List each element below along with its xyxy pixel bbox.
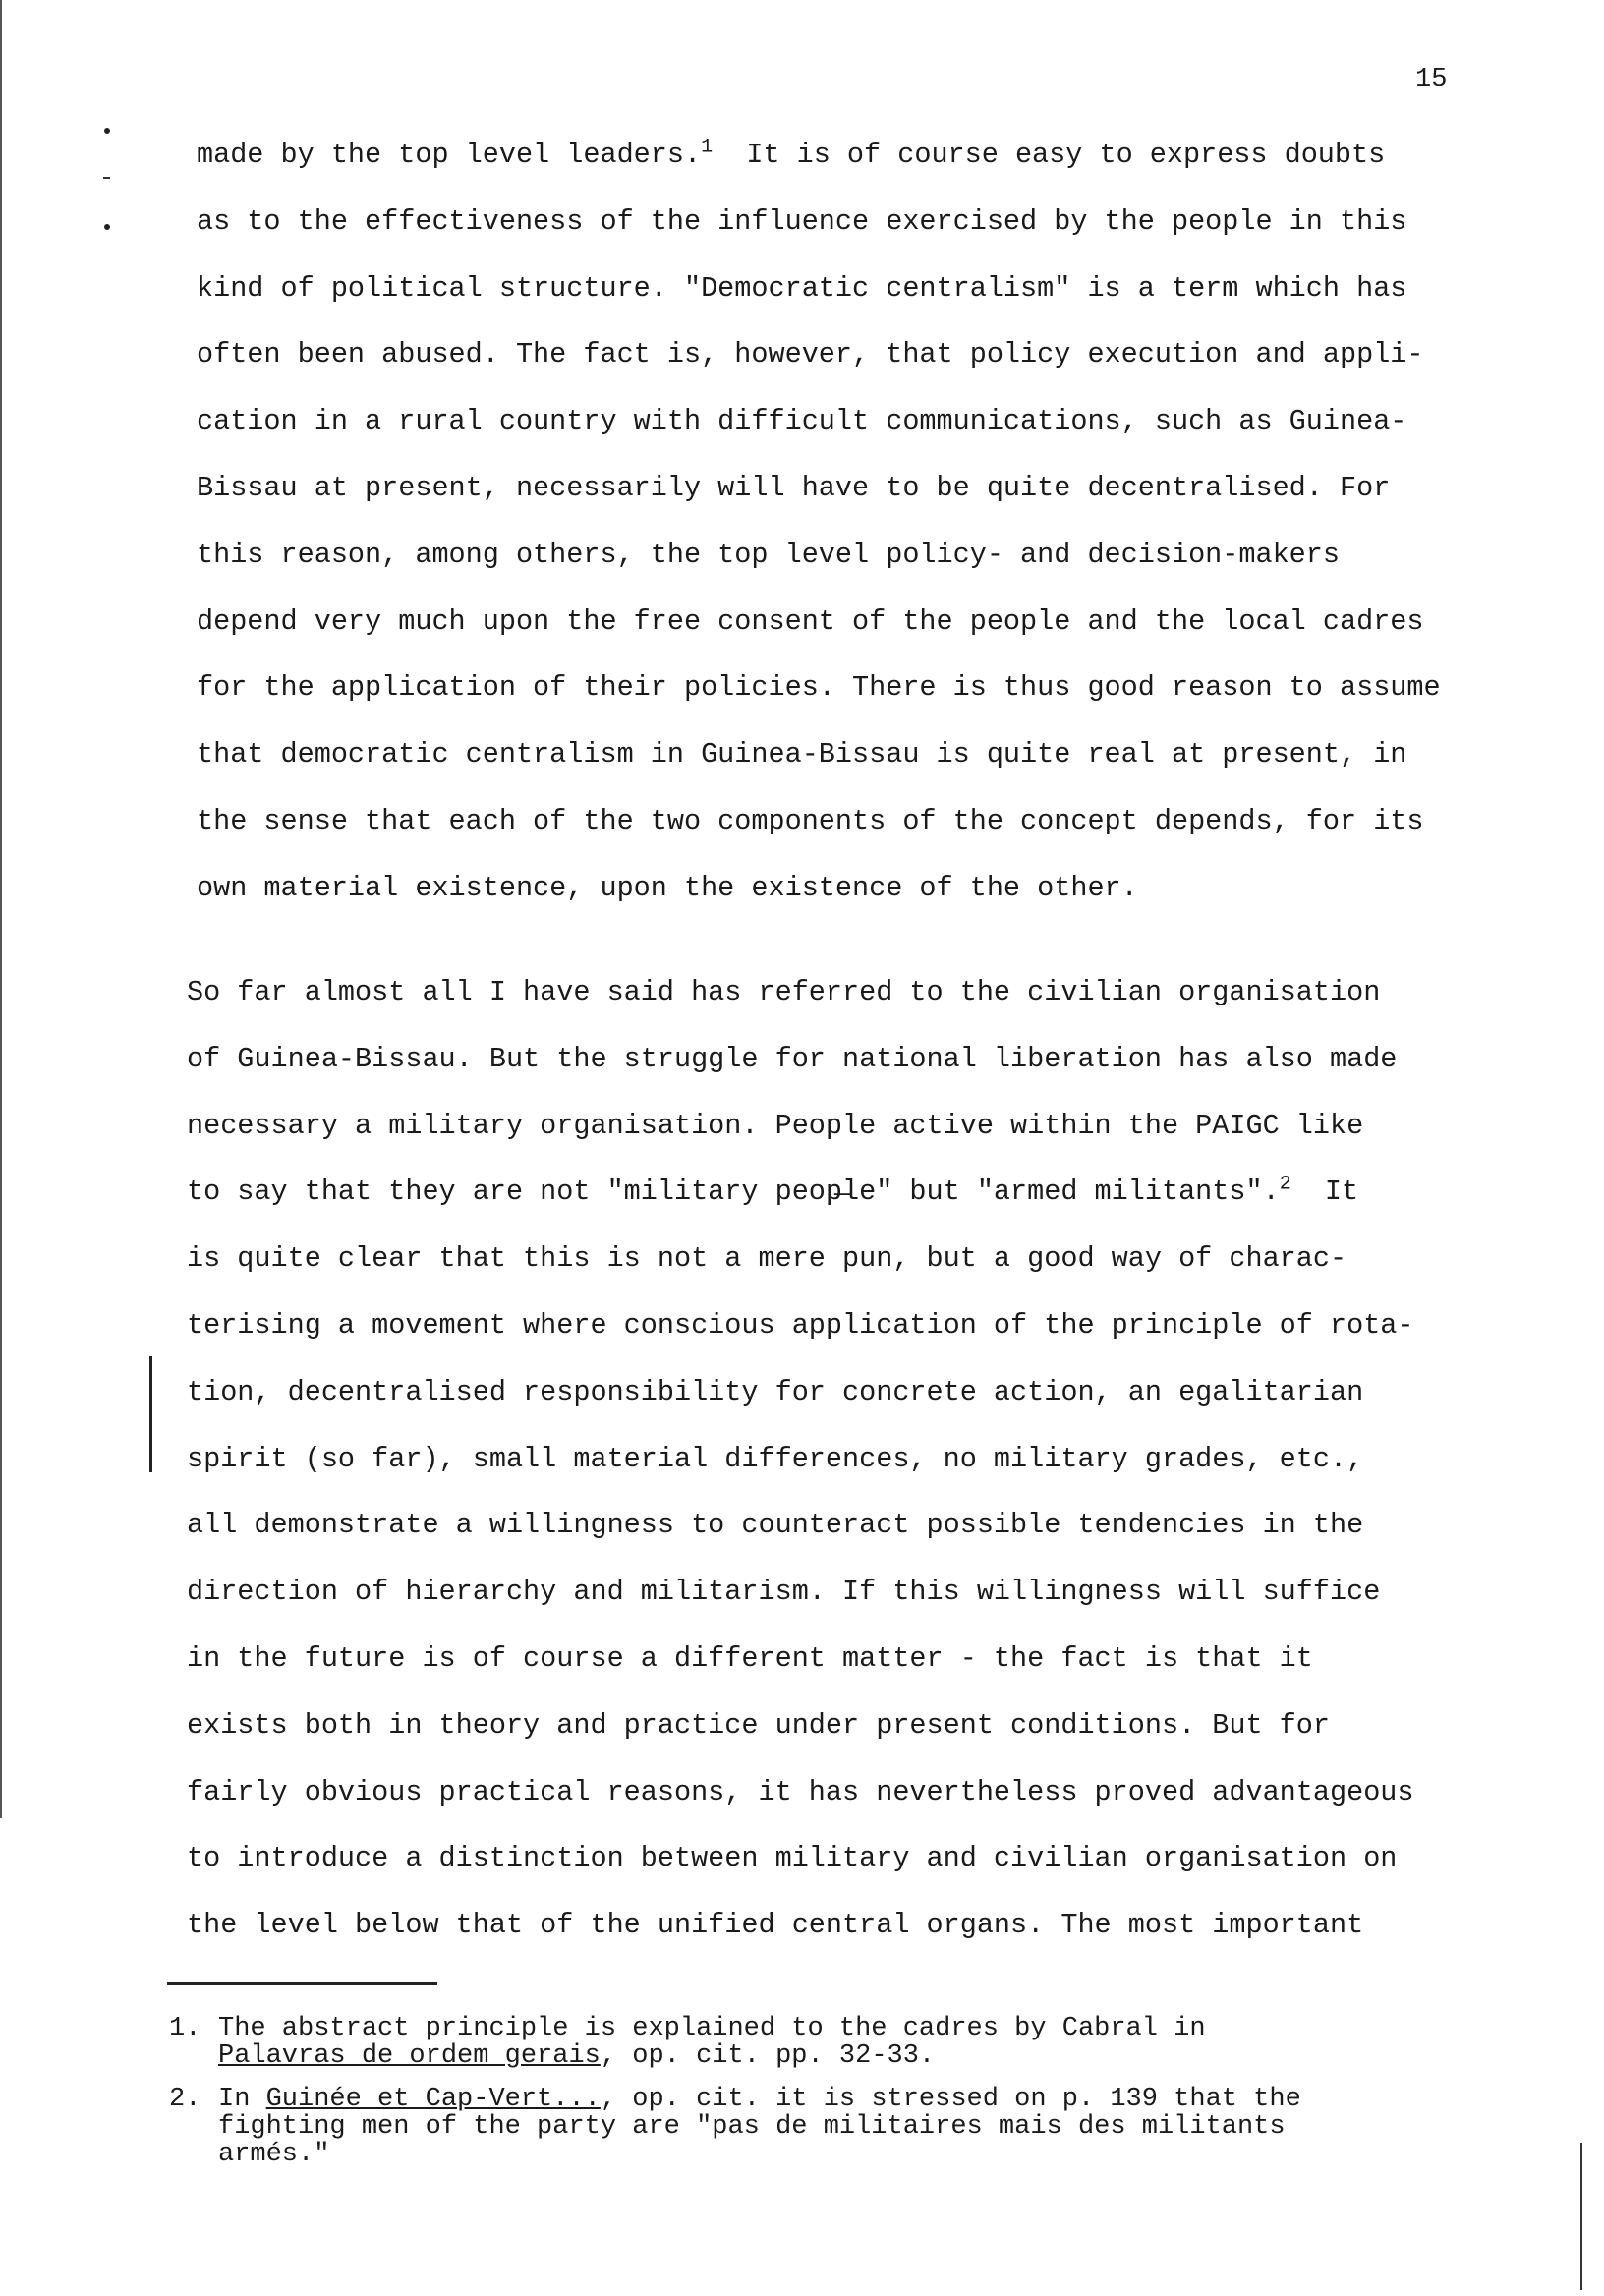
text-line: for the application of their policies. There is thus good reason to assume [197, 671, 1441, 705]
paragraph-2 [187, 959, 1533, 1959]
footnote-text: , op. cit. pp. 32-33. [600, 2041, 936, 2071]
text-segment: It [1290, 1176, 1359, 1209]
text-line: all demonstrate a willingness to counteract possible tendencies in the [187, 1509, 1364, 1542]
text-line: as to the effectiveness of the influence exercised by the people in this [197, 204, 1407, 238]
text-line: necessary a military organisation. People active within the PAIGC like [187, 1109, 1364, 1142]
footnote-citation-title: Palavras de ordem gerais [218, 2041, 601, 2071]
footnote-text: fighting men of the party are "pas de militaires mais des militants [218, 2112, 1286, 2142]
footnote-citation-title: Guinée et Cap-Vert... [265, 2085, 601, 2114]
footnotes [169, 2015, 1466, 2184]
footnote-text: , op. cit. it is stressed on p. 139 that the [600, 2085, 1301, 2114]
text-line: kind of political structure. "Democratic centralism" is a term which has [197, 271, 1407, 305]
text-line: terising a movement where conscious application of the principle of rota- [187, 1308, 1414, 1342]
page-number: 15 [1415, 65, 1448, 94]
footnote-reference: 2 [1279, 1173, 1291, 1196]
text-line: So far almost all I have said has referred to the civilian organisation [187, 976, 1381, 1008]
scan-right-edge [1580, 2143, 1582, 2290]
text-line: fairly obvious practical reasons, it has nevertheless proved advantageous [187, 1775, 1414, 1808]
text-line: depend very much upon the free consent of the people and the local cadres [197, 604, 1424, 638]
footnote-separator [167, 1982, 437, 1985]
text-line: that democratic centralism in Guinea-Bissau is quite real at present, in [197, 738, 1407, 772]
text-line: tion, decentralised responsibility for concrete action, an egalitarian [187, 1375, 1364, 1408]
scan-left-edge [0, 0, 2, 1818]
scan-speck [104, 128, 110, 134]
text-line: to introduce a distinction between military and civilian organisation on [187, 1842, 1398, 1875]
scan-speck [103, 177, 110, 179]
text-line: the sense that each of the two components of the concept depends, for its [197, 804, 1424, 837]
text-line: in the future is of course a different matter - the fact is that it [187, 1641, 1313, 1675]
text-line: exists both in theory and practice under present conditions. But for [187, 1708, 1330, 1742]
text-segment: It is of course easy to express doubts [713, 139, 1386, 171]
margin-marker-line [149, 1356, 152, 1472]
text-line: cation in a rural country with difficult communications, such as Guinea- [197, 405, 1407, 438]
footnote-number: 2. [169, 2085, 201, 2114]
footnote-text: armés." [218, 2140, 330, 2169]
text-line: is quite clear that this is not a mere pun, but a good way of charac- [187, 1242, 1347, 1276]
footnote-number: 1. [169, 2014, 201, 2043]
text-segment: to say that they are not "military peop̶le" but "armed militants". [187, 1176, 1280, 1209]
paragraph-1 [197, 122, 1543, 922]
text-line: own material existence, upon the existence of the other. [197, 871, 1138, 904]
text-line: Bissau at present, necessarily will have to be quite decentralised. For [197, 471, 1391, 504]
text-segment: made by the top level leaders. [197, 139, 702, 171]
footnote-1 [169, 2015, 1466, 2070]
text-line: direction of hierarchy and militarism. If this willingness will suffice [187, 1576, 1381, 1609]
footnote-2 [169, 2086, 1466, 2168]
footnote-text-line [218, 2086, 1301, 2113]
text-line: of Guinea-Bissau. But the struggle for national liberation has also made [187, 1042, 1398, 1075]
scan-speck [104, 224, 110, 230]
footnote-reference: 1 [701, 136, 714, 159]
text-line [187, 1159, 1533, 1226]
footnote-text: In [218, 2085, 266, 2114]
text-line: spirit (so far), small material differences, no military grades, etc., [187, 1442, 1364, 1475]
text-line: the level below that of the unified central organs. The most important [187, 1909, 1364, 1942]
text-line [197, 122, 1543, 189]
text-line: this reason, among others, the top level policy- and decision-makers [197, 538, 1340, 571]
footnote-text-line [218, 2042, 1206, 2070]
footnote-text: The abstract principle is explained to the cadres by Cabral in [218, 2014, 1206, 2043]
text-line: often been abused. The fact is, however, that policy execution and appli- [197, 338, 1424, 372]
